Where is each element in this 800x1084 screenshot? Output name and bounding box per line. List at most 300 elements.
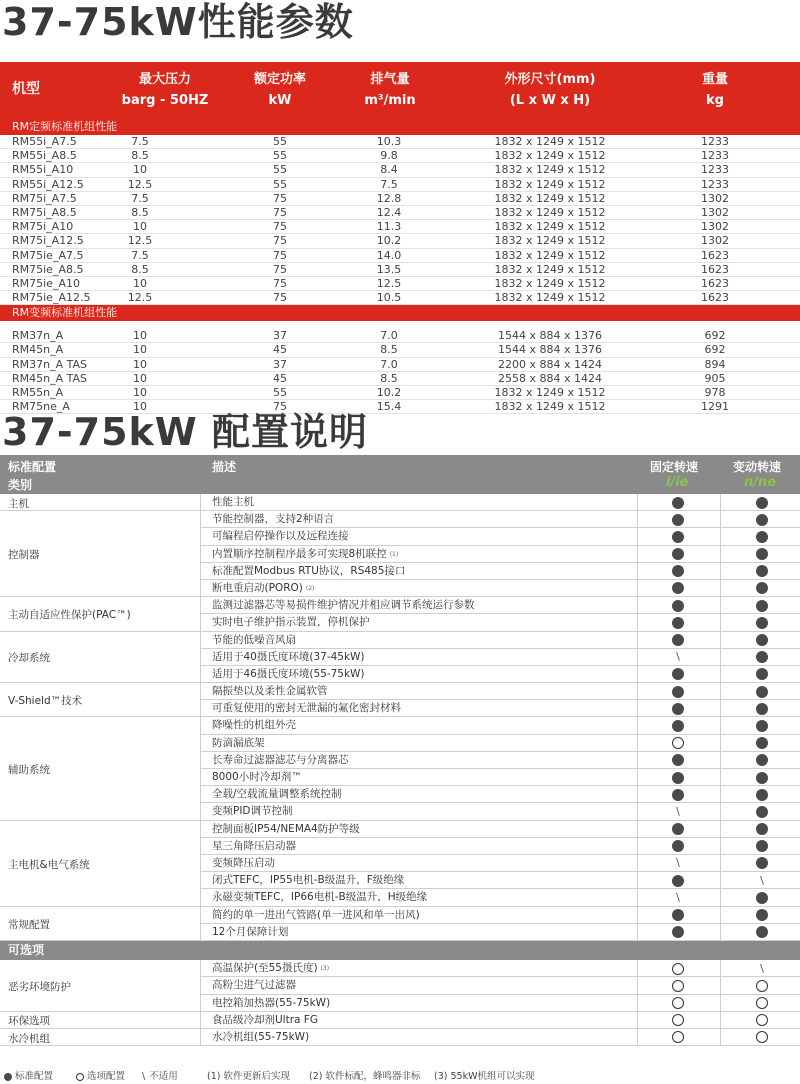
power-cell: 75 [273, 400, 287, 414]
standard-dot-icon [756, 686, 768, 698]
option-circle-icon [756, 1014, 768, 1026]
standard-dot-icon [756, 565, 768, 577]
feature-description [212, 666, 365, 683]
header-pressure-unit: barg - 50HZ [121, 93, 209, 108]
legend-note-2: (2) 软件标配，蜂鸣器非标 [309, 1071, 421, 1082]
pressure-cell: 10 [133, 163, 147, 177]
feature-description [212, 717, 296, 734]
variable-speed-availability [756, 565, 768, 577]
flow-cell: 10.2 [376, 234, 402, 248]
variable-speed-availability [756, 963, 768, 975]
table-row [0, 872, 800, 889]
feature-text: 适用于40摄氏度环境(37-45kW) [212, 650, 365, 663]
standard-dot-icon [756, 754, 768, 766]
table-row [0, 343, 800, 357]
fixed-speed-availability [672, 582, 684, 594]
fixed-speed-availability [672, 840, 684, 852]
flow-cell: 12.5 [376, 276, 402, 290]
table-row [0, 149, 800, 163]
pressure-cell: 10 [133, 386, 147, 399]
option-circle-icon [672, 737, 684, 749]
fixed-speed-availability [672, 703, 684, 715]
flow-cell: 8.5 [380, 343, 398, 357]
standard-dot-icon [672, 565, 684, 577]
standard-dot-icon [756, 772, 768, 784]
feature-text: 高粉尘进气过滤器 [212, 979, 296, 992]
variable-speed-availability [756, 668, 768, 680]
feature-description [212, 977, 296, 994]
model-cell: RM55i_A10 [12, 163, 74, 177]
model-cell: RM45n_A [12, 343, 64, 357]
weight-cell: 1623 [701, 276, 729, 290]
fixed-speed-availability [672, 668, 684, 680]
table-row [0, 563, 800, 580]
feature-text: 节能的低噪音风扇 [212, 633, 296, 646]
category-label: 恶劣环境防护 [8, 980, 71, 993]
standard-dot-icon [672, 703, 684, 715]
not-applicable-icon: \ [676, 804, 680, 818]
standard-dot-icon [672, 514, 684, 526]
power-cell: 55 [273, 386, 287, 399]
feature-description [212, 1012, 318, 1029]
column-divider [720, 960, 721, 1046]
feature-description [212, 597, 475, 614]
pressure-cell: 10 [133, 357, 147, 371]
table-row [0, 329, 800, 343]
feature-description [212, 528, 349, 545]
legend-standard [4, 1068, 53, 1082]
weight-cell: 1233 [701, 149, 729, 163]
variable-speed-availability [756, 497, 768, 509]
table-row [0, 291, 800, 305]
legend-note-3: (3) 55kW机组可以实现 [434, 1071, 535, 1082]
feature-text: 防滴漏底架 [212, 736, 265, 749]
feature-text: 可重复使用的密封无泄漏的氟化密封材料 [212, 702, 401, 715]
flow-cell: 11.3 [376, 220, 402, 234]
config-table-header [0, 455, 800, 494]
feature-description [212, 683, 328, 700]
power-cell: 75 [273, 291, 287, 305]
feature-text: 内置顺序控制程序最多可实现8机联控 [212, 547, 387, 560]
standard-dot-icon [672, 617, 684, 629]
variable-speed-availability [756, 875, 768, 887]
standard-dot-icon [756, 806, 768, 818]
model-cell: RM75ie_A12.5 [12, 291, 91, 305]
weight-cell: 1302 [701, 234, 729, 248]
standard-dot-icon [672, 823, 684, 835]
power-cell: 75 [273, 248, 287, 262]
table-row [0, 769, 800, 786]
variable-speed-rows [0, 329, 800, 414]
standard-dot-icon [672, 686, 684, 698]
fixed-speed-rows [0, 135, 800, 305]
not-applicable-icon: \ [676, 890, 680, 904]
option-circle-icon [672, 963, 684, 975]
category-label: 控制器 [8, 549, 40, 562]
legend-option-label: 选项配置 [87, 1071, 126, 1082]
feature-text: 长寿命过滤器滤芯与分离器芯 [212, 753, 349, 766]
variable-speed-availability [756, 617, 768, 629]
header-category-sub: 类别 [8, 478, 33, 492]
model-cell: RM37n_A TAS [12, 357, 87, 371]
fixed-speed-availability [672, 531, 684, 543]
feature-text: 电控箱加热器(55-75kW) [212, 996, 331, 1009]
power-cell: 75 [273, 262, 287, 276]
table-row [0, 821, 800, 838]
feature-text: 控制面板IP54/NEMA4防护等级 [212, 822, 360, 835]
table-row [0, 263, 800, 277]
table-row [0, 580, 800, 597]
feature-text: 变频PID调节控制 [212, 805, 293, 818]
power-cell: 55 [273, 177, 287, 191]
model-cell: RM75ie_A7.5 [12, 248, 84, 262]
option-circle-icon [672, 1014, 684, 1026]
model-cell: RM75i_A12.5 [12, 234, 84, 248]
table-row [0, 220, 800, 234]
table-row [0, 511, 800, 528]
header-model: 机型 [12, 81, 40, 97]
model-cell: RM75ne_A [12, 400, 70, 414]
fixed-speed-availability [672, 754, 684, 766]
feature-description [212, 960, 329, 977]
header-weight [675, 69, 755, 111]
table-row [0, 135, 800, 149]
dims-cell: 1832 x 1249 x 1512 [494, 276, 606, 290]
flow-cell: 9.8 [380, 149, 398, 163]
weight-cell: 905 [704, 371, 726, 385]
variable-speed-availability [756, 754, 768, 766]
table-row [0, 372, 800, 386]
standard-dot-icon [756, 823, 768, 835]
variable-speed-availability [756, 703, 768, 715]
fixed-speed-availability [672, 789, 684, 801]
feature-text: 全载/空载流量调整系统控制 [212, 788, 342, 801]
header-pressure [120, 69, 210, 111]
fixed-speed-availability [672, 772, 684, 784]
standard-dot-icon [756, 737, 768, 749]
config-title: 37-75kW 配置说明 [2, 410, 368, 454]
feature-text: 变频降压启动 [212, 856, 275, 869]
feature-description [212, 649, 365, 666]
feature-text: 隔振垫以及柔性金属软管 [212, 685, 328, 698]
feature-description [212, 838, 296, 855]
legend-na-label: 不适用 [149, 1071, 178, 1082]
standard-dot-icon [756, 531, 768, 543]
pressure-cell: 10 [133, 276, 147, 290]
fixed-speed-availability [672, 909, 684, 921]
fixed-speed-availability [672, 600, 684, 612]
feature-text: 星三角降压启动器 [212, 839, 296, 852]
feature-description [212, 494, 254, 511]
power-cell: 55 [273, 149, 287, 163]
power-cell: 55 [273, 163, 287, 177]
pressure-cell: 7.5 [131, 248, 149, 262]
fixed-speed-availability [672, 737, 684, 749]
variable-speed-availability [756, 772, 768, 784]
feature-text: 适用于46摄氏度环境(55-75kW) [212, 667, 365, 680]
dims-cell: 2200 x 884 x 1424 [498, 357, 602, 371]
pressure-cell: 12.5 [127, 177, 153, 191]
variable-speed-availability [756, 892, 768, 904]
not-applicable-icon: \ [676, 856, 680, 870]
standard-dot-icon [756, 909, 768, 921]
footnote-ref: (3) [320, 965, 330, 973]
feature-text: 永磁变频TEFC，IP66电机-B级温升，H级绝缘 [212, 891, 428, 904]
dims-cell: 1832 x 1249 x 1512 [494, 135, 606, 148]
dims-cell: 1832 x 1249 x 1512 [494, 149, 606, 163]
model-cell: RM55i_A12.5 [12, 177, 84, 191]
table-row [0, 206, 800, 220]
standard-dot-icon [756, 703, 768, 715]
table-row [0, 907, 800, 924]
fixed-speed-availability [672, 875, 684, 887]
table-row [0, 234, 800, 248]
header-fixed-speed: 固定转速 [650, 460, 699, 474]
variable-speed-availability [756, 600, 768, 612]
option-circle-icon [76, 1073, 84, 1081]
flow-cell: 12.4 [376, 205, 402, 219]
fixed-speed-availability [672, 823, 684, 835]
table-row [0, 249, 800, 263]
header-weight-label: 重量 [701, 72, 728, 87]
standard-dot-icon [672, 548, 684, 560]
header-flow [350, 69, 430, 111]
category-label: 环保选项 [8, 1015, 50, 1028]
feature-description [212, 786, 342, 803]
flow-cell: 7.0 [380, 357, 398, 371]
variable-speed-availability [756, 548, 768, 560]
flow-cell: 12.8 [376, 191, 402, 205]
header-category: 标准配置 [8, 460, 57, 474]
variable-speed-availability [756, 582, 768, 594]
fixed-speed-availability [672, 963, 684, 975]
flow-cell: 8.4 [380, 163, 398, 177]
feature-description [212, 546, 398, 563]
variable-speed-availability [756, 926, 768, 938]
table-row [0, 163, 800, 177]
standard-dot-icon [672, 600, 684, 612]
feature-text: 降噪性的机组外壳 [212, 719, 296, 732]
header-power [240, 69, 320, 111]
table-row [0, 977, 800, 994]
standard-dot-icon [672, 720, 684, 732]
feature-text: 8000小时冷却剂™ [212, 771, 302, 783]
table-row [0, 546, 800, 563]
fixed-speed-availability [672, 857, 684, 869]
na-glyph-icon: \ [142, 1071, 146, 1082]
flow-cell: 14.0 [376, 248, 402, 262]
table-row [0, 838, 800, 855]
pressure-cell: 8.5 [131, 149, 149, 163]
fixed-speed-availability [672, 806, 684, 818]
variable-speed-availability [756, 720, 768, 732]
fixed-speed-availability [672, 926, 684, 938]
standard-dot-icon [756, 651, 768, 663]
fixed-speed-availability [672, 1031, 684, 1043]
option-circle-icon [672, 980, 684, 992]
flow-cell: 10.5 [376, 291, 402, 305]
standard-dot-icon [672, 582, 684, 594]
category-label: 主动自适应性保护(PAC™) [8, 609, 131, 622]
header-dims-unit: (L x W x H) [509, 93, 591, 108]
weight-cell: 1233 [701, 135, 729, 148]
model-cell: RM55i_A8.5 [12, 149, 77, 163]
fixed-speed-availability [672, 1014, 684, 1026]
model-cell: RM75i_A8.5 [12, 205, 77, 219]
power-cell: 75 [273, 234, 287, 248]
column-divider [200, 494, 201, 941]
power-cell: 75 [273, 205, 287, 219]
dims-cell: 1832 x 1249 x 1512 [494, 234, 606, 248]
standard-dot-icon [756, 514, 768, 526]
pressure-cell: 10 [133, 220, 147, 234]
power-cell: 75 [273, 276, 287, 290]
fixed-speed-availability [672, 565, 684, 577]
section-variable-speed: RM变频标准机组性能 [0, 305, 800, 321]
variable-speed-availability [756, 531, 768, 543]
variable-speed-availability [756, 686, 768, 698]
variable-speed-availability [756, 651, 768, 663]
standard-dot-icon [756, 600, 768, 612]
pressure-cell: 12.5 [127, 234, 153, 248]
pressure-cell: 10 [133, 400, 147, 414]
variable-speed-availability [756, 823, 768, 835]
header-description: 描述 [212, 460, 237, 474]
weight-cell: 1623 [701, 248, 729, 262]
header-fixed-speed-models: i/ie [666, 475, 689, 490]
weight-cell: 1302 [701, 191, 729, 205]
feature-description [212, 907, 420, 924]
table-row [0, 632, 800, 649]
standard-dot-icon [756, 548, 768, 560]
category-label: 水冷机组 [8, 1032, 50, 1045]
model-cell: RM37n_A [12, 329, 64, 343]
standard-dot-icon [756, 857, 768, 869]
feature-description [212, 889, 427, 906]
pressure-cell: 8.5 [131, 262, 149, 276]
feature-text: 水冷机组(55-75kW) [212, 1030, 310, 1043]
flow-cell: 8.5 [380, 371, 398, 385]
feature-description [212, 563, 405, 580]
category-label: 主电机&电气系统 [8, 858, 90, 871]
variable-speed-availability [756, 840, 768, 852]
category-label: 冷却系统 [8, 652, 50, 665]
standard-dot-icon [672, 772, 684, 784]
standard-dot-icon [756, 892, 768, 904]
standard-dot-icon [756, 617, 768, 629]
table-row [0, 683, 800, 700]
weight-cell: 1291 [701, 400, 729, 414]
power-cell: 45 [273, 371, 287, 385]
power-cell: 75 [273, 220, 287, 234]
table-row [0, 889, 800, 906]
legend-note-1: (1) 软件更新后实现 [207, 1071, 290, 1082]
standard-dot-icon [672, 875, 684, 887]
header-power-label: 额定功率 [253, 72, 306, 87]
feature-text: 简约的单一进出气管路(单一进风和单一出风) [212, 908, 420, 921]
table-row [0, 649, 800, 666]
standard-dot-icon [756, 720, 768, 732]
feature-description [212, 995, 330, 1012]
table-row [0, 803, 800, 820]
feature-description [212, 769, 302, 786]
feature-description [212, 632, 296, 649]
flow-cell: 7.0 [380, 329, 398, 343]
table-row [0, 528, 800, 545]
feature-description [212, 752, 349, 769]
flow-cell: 10.2 [376, 386, 402, 399]
dims-cell: 1544 x 884 x 1376 [498, 329, 602, 343]
header-weight-unit: kg [706, 93, 724, 108]
model-cell: RM75ie_A8.5 [12, 262, 84, 276]
model-cell: RM55n_A [12, 386, 64, 399]
feature-text: 标准配置Modbus RTU协议，RS485接口 [212, 564, 406, 577]
pressure-cell: 7.5 [131, 191, 149, 205]
model-cell: RM75i_A7.5 [12, 191, 77, 205]
table-row [0, 786, 800, 803]
power-cell: 75 [273, 191, 287, 205]
variable-speed-availability [756, 634, 768, 646]
footnote-ref: (1) [389, 550, 399, 558]
table-row [0, 995, 800, 1012]
feature-text: 12个月保障计划 [212, 925, 289, 938]
feature-text: 性能主机 [212, 496, 254, 508]
fixed-speed-availability [672, 892, 684, 904]
weight-cell: 1623 [701, 262, 729, 276]
option-circle-icon [672, 997, 684, 1009]
fixed-speed-availability [672, 548, 684, 560]
pressure-cell: 10 [133, 329, 147, 343]
column-divider [200, 960, 201, 1046]
table-row [0, 735, 800, 752]
feature-description [212, 803, 293, 820]
flow-cell: 15.4 [376, 400, 402, 414]
weight-cell: 978 [704, 386, 726, 399]
table-row [0, 666, 800, 683]
variable-speed-availability [756, 737, 768, 749]
model-cell: RM55i_A7.5 [12, 135, 77, 148]
standard-dot-icon [672, 531, 684, 543]
variable-speed-availability [756, 909, 768, 921]
variable-speed-availability [756, 1031, 768, 1043]
option-circle-icon [756, 997, 768, 1009]
table-row [0, 494, 800, 511]
fixed-speed-availability [672, 634, 684, 646]
legend-option [76, 1068, 125, 1082]
table-row [0, 1012, 800, 1029]
feature-description [212, 855, 275, 872]
optional-band: 可选项 [0, 941, 800, 960]
table-row [0, 178, 800, 192]
dims-cell: 1832 x 1249 x 1512 [494, 177, 606, 191]
column-divider [637, 494, 638, 941]
weight-cell: 692 [704, 343, 726, 357]
weight-cell: 1233 [701, 177, 729, 191]
table-row [0, 855, 800, 872]
feature-text: 断电重启动(PORO) [212, 581, 303, 594]
power-cell: 45 [273, 343, 287, 357]
option-circle-icon [672, 1031, 684, 1043]
dims-cell: 1832 x 1249 x 1512 [494, 205, 606, 219]
standard-dot-icon [756, 668, 768, 680]
dims-cell: 1832 x 1249 x 1512 [494, 291, 606, 305]
variable-speed-availability [756, 857, 768, 869]
table-row [0, 192, 800, 206]
pressure-cell: 8.5 [131, 205, 149, 219]
pressure-cell: 10 [133, 371, 147, 385]
variable-speed-availability [756, 806, 768, 818]
footnote-ref: (2) [305, 584, 315, 592]
